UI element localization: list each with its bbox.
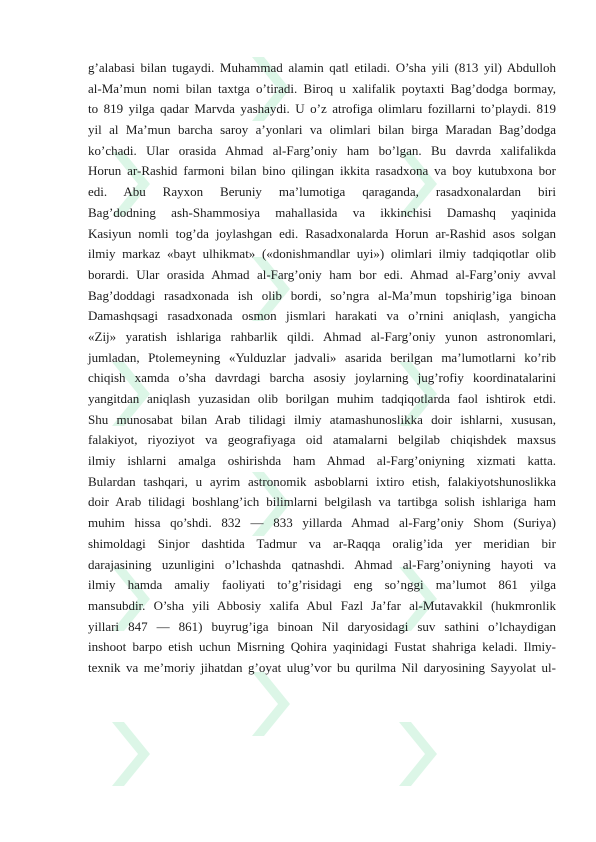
text-line: «Zij» yaratish ishlariga rahbarlik qildi. Ahmad al-Farg’oniy yunon astronomlari, [88, 328, 556, 344]
text-line: darajasining uzunligini o’lchashda qatnashdi. Ahmad al-Farg’oniyning hayoti va [88, 556, 556, 572]
text-line: g’alabasi bilan tugaydi. Muhammad alamin qatl etiladi. O’sha yili (813 yil) Abdulloh [88, 60, 556, 75]
text-line: Bulardan tashqari, u ayrim astronomik asboblarni ixtiro etish, falakiyotshunoslikka [88, 473, 556, 489]
text-line: Bag’dodning ash-Shammosiya mahallasida va ikkinchisi Damashq yaqinida [88, 204, 556, 220]
text-line: Shu munosabat bilan Arab tilidagi ilmiy atamashunoslikka doir ishlarni, xususan, [88, 411, 556, 427]
text-line: yillari 847 — 861) buyrug’iga binoan Nil daryosidagi suv sathini o’lchaydigan [88, 618, 556, 634]
watermark-leaf-icon [248, 670, 294, 738]
watermark-leaf-icon [395, 720, 441, 788]
text-line: Horun ar-Rashid farmoni bilan bino qilingan ikkita rasadxona va boy kutubxona bor [88, 163, 556, 179]
text-line: Damashqsagi rasadxonada osmon jismlari harakati va o’rnini aniqlash, yangicha [88, 308, 556, 324]
text-line: inshoot barpo etish uchun Misrning Qohira yaqinidagi Fustat shahriga keladi. Ilmiy- [88, 639, 556, 655]
text-line: shimoldagi Sinjor dashtida Tadmur va ar-Raqqa oralig’ida yer meridian bir [88, 535, 556, 551]
text-line: chiqish xamda o’sha davrdagi barcha asosiy joylarning jug’rofiy koordinatalarini [88, 370, 556, 386]
text-line: ilmiy ishlarni amalga oshirishda ham Ahmad al-Farg’oniyning xizmati katta. [88, 453, 556, 469]
text-line: yil al Ma’mun barcha saroy a’yonlari va olimlari bilan birga Maradan Bag’dodga [88, 122, 556, 138]
text-line: ilmiy hamda amaliy faoliyati to’g’risidagi eng so’nggi ma’lumot 861 yilga [88, 577, 556, 593]
text-line: mansubdir. O’sha yili Abbosiy xalifa Abul Fazl Ja’far al-Mutavakkil (hukmronlik [88, 597, 556, 613]
text-line: muhim hissa qo’shdi. 832 — 833 yillarda Ahmad al-Farg’oniy Shom (Suriya) [88, 515, 556, 531]
text-line: ilmiy markaz «bayt ulhikmat» («donishmandlar uyi») olimlari ilmiy tadqiqotlar olib [88, 246, 556, 262]
text-line: borardi. Ular orasida Ahmad al-Farg’oniy ham bor edi. Ahmad al-Farg’oniy avval [88, 266, 556, 282]
text-line: yangitdan aniqlash yuzasidan olib borilgan muhim tadqiqotlarda faol ishtirok etdi. [88, 391, 556, 406]
body-paragraph [88, 58, 556, 679]
text-line: doir Arab tilidagi boshlang’ich bilimlarni belgilash va tartibga solish ishlariga ham [88, 494, 556, 510]
text-line: Kasiyun nomli tog’da joylashgan edi. Rasadxonalarda Horun ar-Rashid asos solgan [88, 225, 556, 241]
text-line: al-Ma’mun nomi bilan taxtga o’tiradi. Biroq u xalifalik poytaxti Bag’dodga bormay, [88, 80, 556, 96]
text-line: to 819 yilga qadar Marvda yashaydi. U o’z atrofiga olimlaru fozillarni to’playdi. 819 [88, 101, 556, 117]
text-line: texnik va me’moriy jihatdan g’oyat ulug’vor bu qurilma Nil daryosining Sayyolat ul- [88, 659, 556, 675]
watermark-leaf-icon [108, 720, 154, 788]
text-line: ko’chadi. Ular orasida Ahmad al-Farg’oniy ham bo’lgan. Bu davrda xalifalikda [88, 142, 556, 158]
text-line: jumladan, Ptolemeyning «Yulduzlar jadvali» asarida berilgan ma’lumotlarni ko’rib [88, 349, 556, 365]
text-line: falakiyot, riyoziyot va geografiyaga oid atamalarni belgilab chiqishdek maxsus [88, 432, 556, 448]
text-line: Bag’doddagi rasadxonada ish olib bordi, so’ngra al-Ma’mun topshirig’iga binoan [88, 287, 556, 303]
text-line: edi. Abu Rayxon Beruniy ma’lumotiga qaraganda, rasadxonalardan biri [88, 184, 556, 200]
